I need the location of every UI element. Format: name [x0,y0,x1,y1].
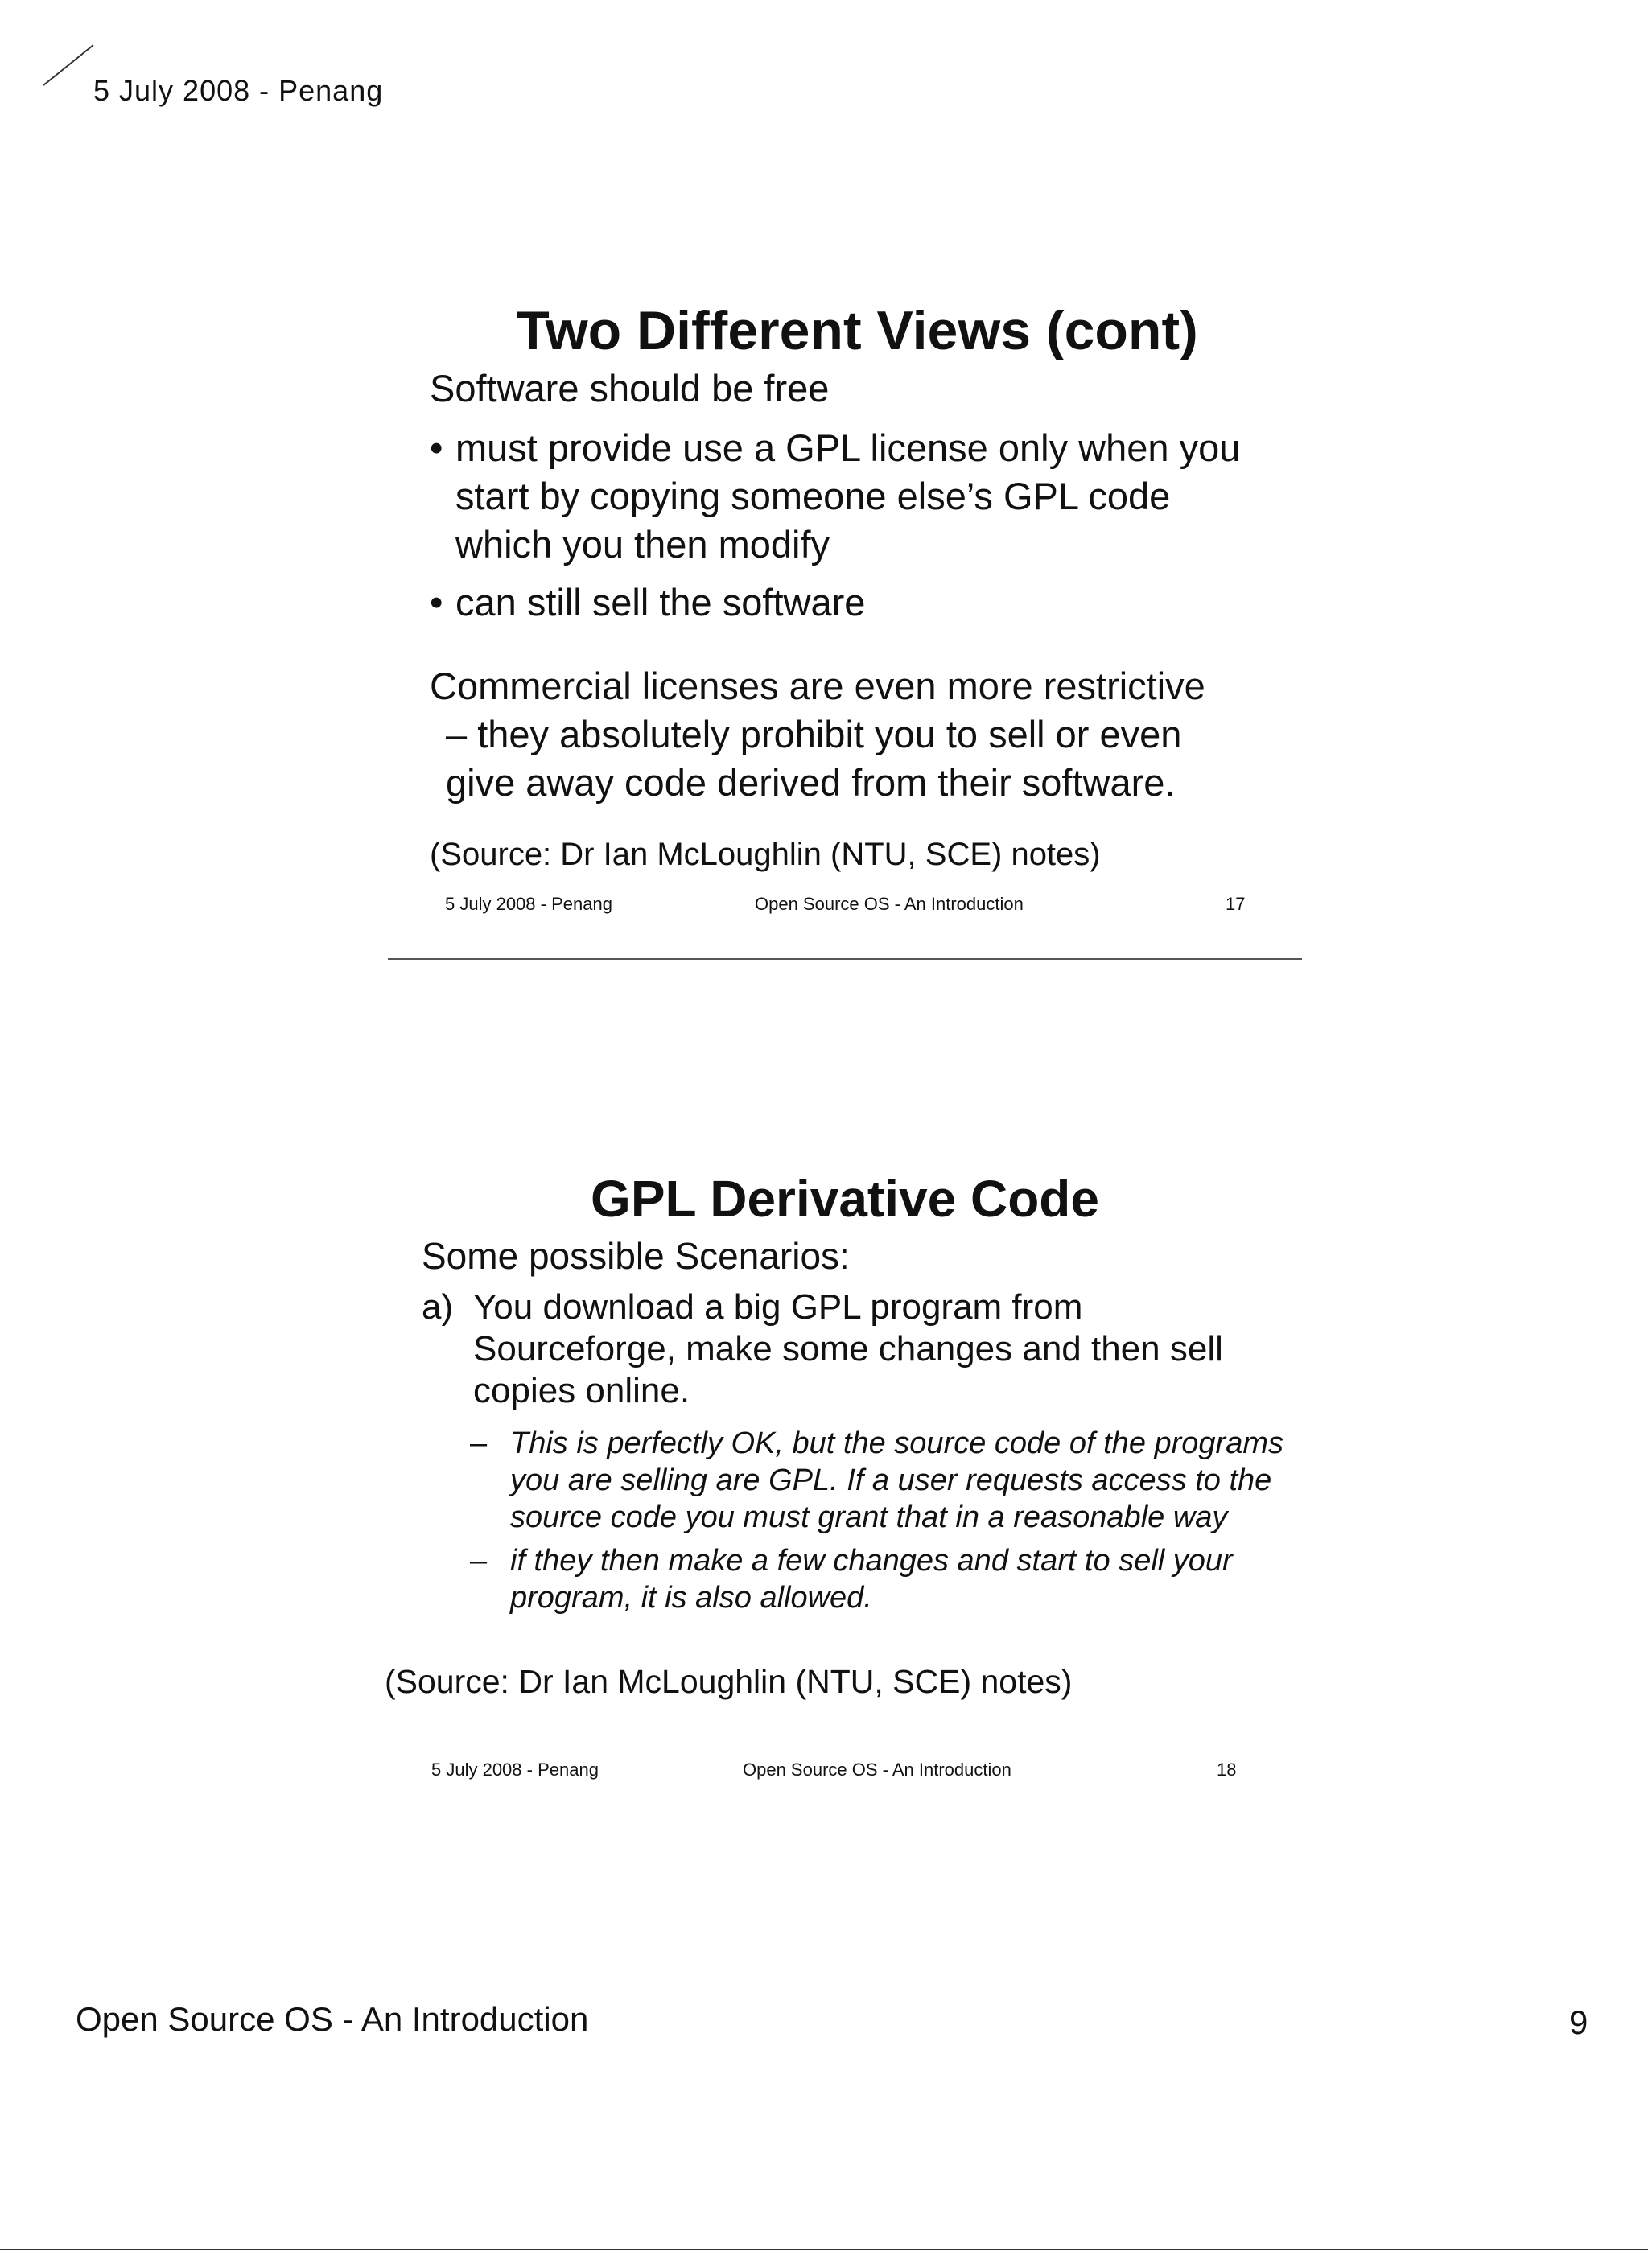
slide-divider [388,958,1302,960]
page-bottom-rule [0,2249,1648,2250]
slide-source: (Source: Dr Ian McLoughlin (NTU, SCE) notes) [385,1663,1073,1700]
bullet-line: must provide use a GPL license only when you [455,426,1241,469]
dash-item [422,1542,1320,1616]
footer-date: 5 July 2008 - Penang [431,1760,599,1780]
dash-bullet-icon: – [470,1426,488,1460]
footer-slide-number: 18 [1217,1760,1237,1780]
dash-line: source code you must grant that in a reasonable way [510,1500,1228,1534]
slide-17 [370,294,1320,926]
bullet-item [430,578,1320,627]
pen-stroke-mark [40,40,97,88]
scenario-line: copies online. [473,1371,690,1410]
paragraph-line: Commercial licenses are even more restrictive [430,665,1205,707]
bullet-dot-icon: • [430,581,443,624]
scenario-line: Sourceforge, make some changes and then sell [473,1329,1223,1369]
footer-title: Open Source OS - An Introduction [755,894,1024,914]
scenario-line: You download a big GPL program from [473,1287,1083,1327]
dash-item [422,1425,1320,1536]
paragraph-line: – they absolutely prohibit you to sell or even [446,713,1182,755]
footer-date: 5 July 2008 - Penang [445,894,612,914]
slide-footer [370,1760,1320,1792]
slide-18 [370,1163,1320,1792]
dash-line: if they then make a few changes and start to sell your [510,1544,1233,1578]
dash-line: program, it is also allowed. [510,1581,872,1615]
footer-slide-number: 17 [1226,894,1246,914]
bullet-dot-icon: • [430,426,443,469]
page-header: 5 July 2008 - Penang [93,74,384,107]
slide-intro: Software should be free [430,367,830,410]
page-footer-title: Open Source OS - An Introduction [76,2000,589,2038]
bullet-line: which you then modify [455,523,830,566]
bullet-line: start by copying someone else’s GPL code [455,475,1171,517]
slide-paragraph [430,662,1320,807]
page-number: 9 [1569,2003,1588,2041]
scenario-item [422,1286,1320,1412]
dash-line: you are selling are GPL. If a user requests access to the [510,1463,1272,1497]
footer-title: Open Source OS - An Introduction [743,1760,1011,1780]
slide-title: GPL Derivative Code [591,1170,1099,1228]
slide-source: (Source: Dr Ian McLoughlin (NTU, SCE) notes) [430,837,1101,872]
dash-bullet-icon: – [470,1544,488,1578]
bullet-line: can still sell the software [455,581,866,624]
slide-title: Two Different Views (cont) [516,300,1198,361]
paragraph-line: give away code derived from their software. [446,761,1176,804]
bullet-item [430,424,1320,569]
slide-intro: Some possible Scenarios: [422,1235,850,1277]
scenario-letter: a) [422,1287,454,1327]
dash-line: This is perfectly OK, but the source code of the programs [510,1426,1284,1460]
slide-footer [370,894,1320,926]
